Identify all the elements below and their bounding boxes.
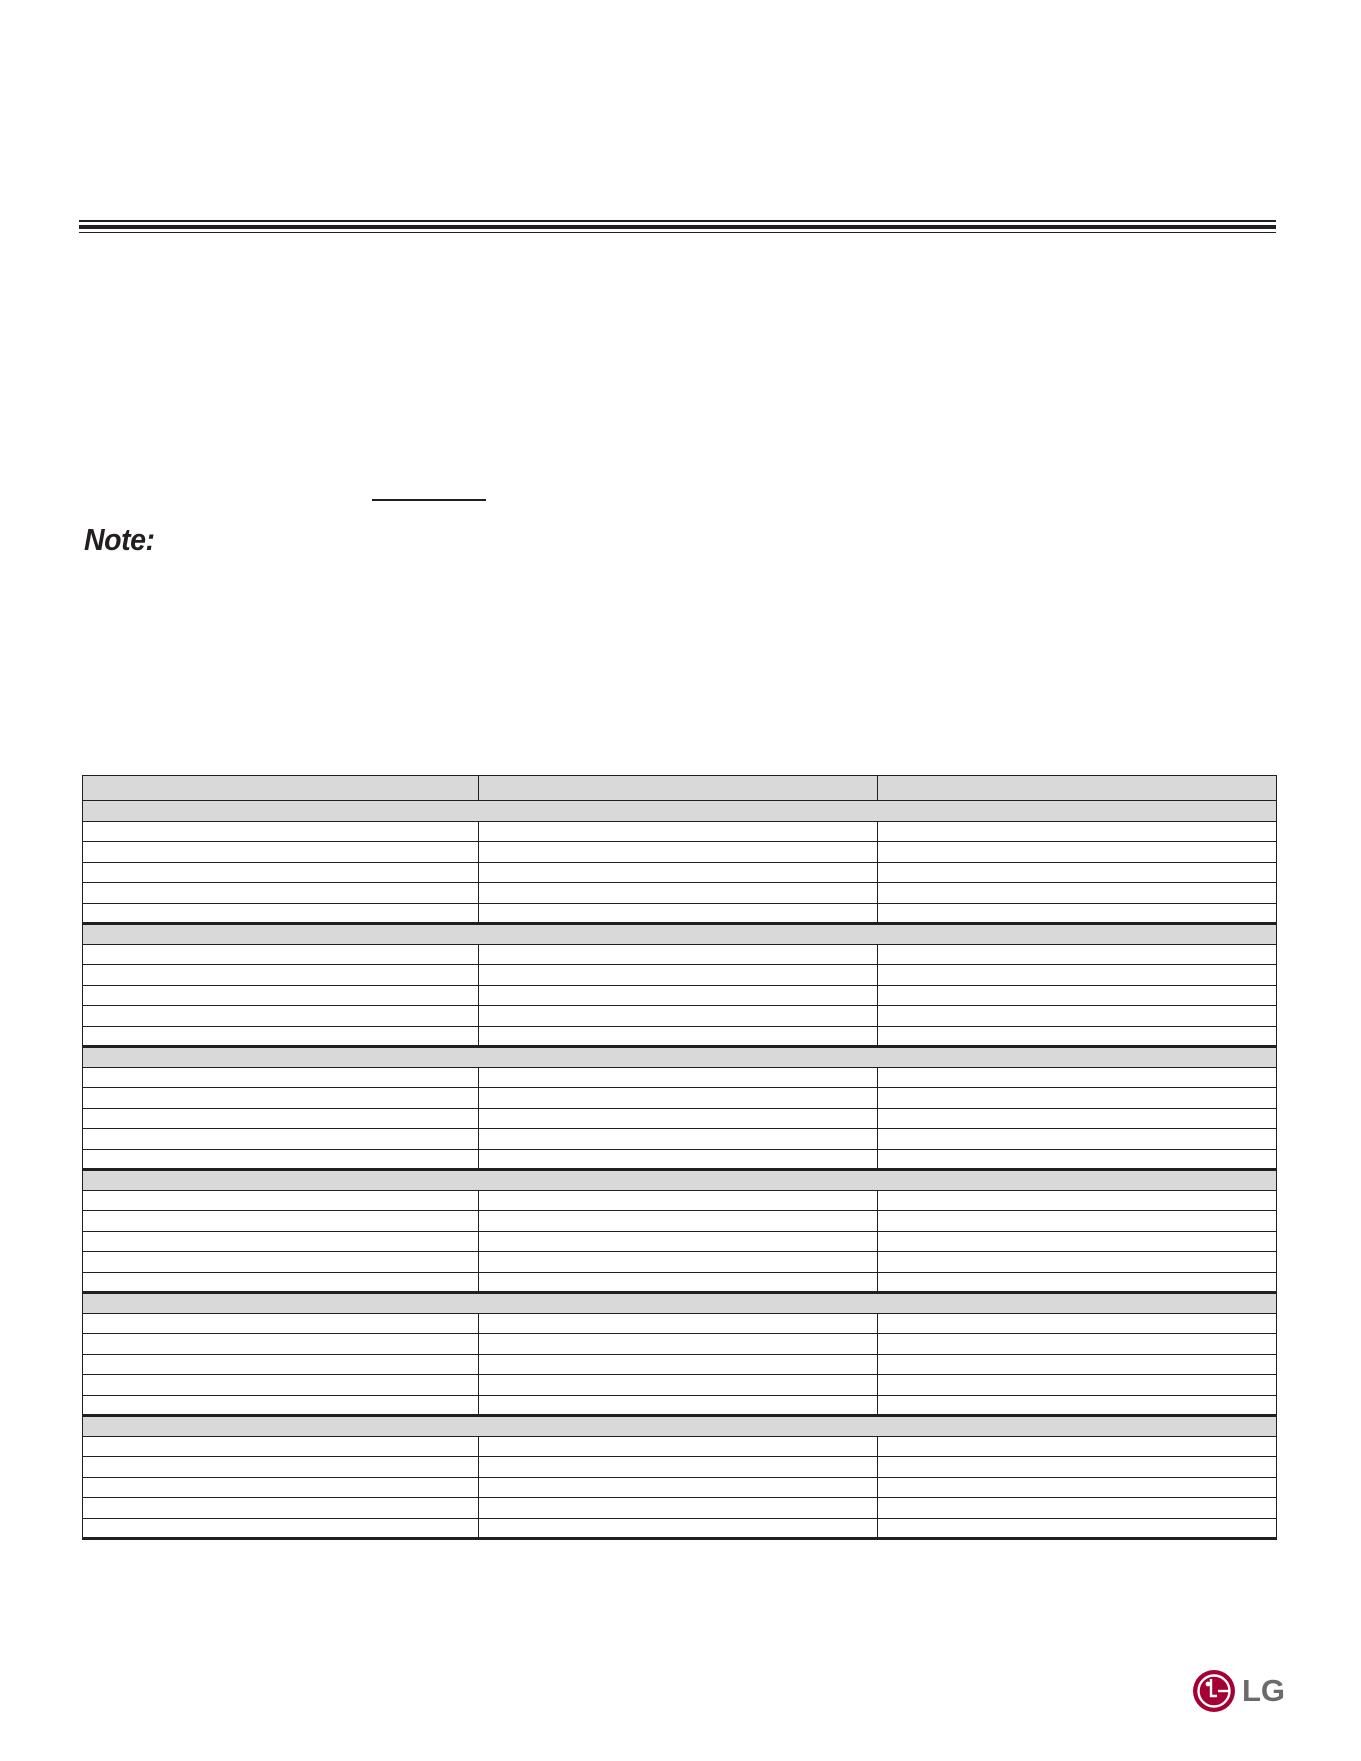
lg-logo — [1192, 1669, 1285, 1713]
table-cell — [878, 1436, 1277, 1457]
table-cell — [479, 1190, 878, 1211]
table-cell — [878, 1211, 1277, 1232]
table-cell — [878, 1006, 1277, 1027]
table-row — [83, 883, 1277, 904]
table-cell — [83, 1395, 479, 1416]
section-title — [83, 1170, 1277, 1191]
table-row — [83, 1006, 1277, 1027]
table-row — [83, 1190, 1277, 1211]
table-row — [83, 1518, 1277, 1539]
table-row — [83, 1088, 1277, 1109]
table-row — [83, 1395, 1277, 1416]
table-row — [83, 1457, 1277, 1478]
table-cell — [83, 1313, 479, 1334]
section-header-row — [83, 1047, 1277, 1068]
section-header-row — [83, 1293, 1277, 1314]
table-cell — [83, 1211, 479, 1232]
table-cell — [479, 842, 878, 863]
table-cell — [479, 1498, 878, 1519]
table-row — [83, 1026, 1277, 1047]
table-cell — [83, 1108, 479, 1129]
table-cell — [83, 1498, 479, 1519]
table-cell — [83, 1149, 479, 1170]
table-cell — [83, 1436, 479, 1457]
table-row — [83, 903, 1277, 924]
table-cell — [479, 1088, 878, 1109]
table-cell — [479, 1149, 878, 1170]
table-body — [83, 801, 1277, 1539]
table-row — [83, 821, 1277, 842]
table-row — [83, 842, 1277, 863]
table-cell — [479, 965, 878, 986]
table-cell — [878, 1088, 1277, 1109]
section-header-row — [83, 1416, 1277, 1437]
table-cell — [878, 1026, 1277, 1047]
table-cell — [83, 985, 479, 1006]
table-cell — [83, 1375, 479, 1396]
table-cell — [83, 1457, 479, 1478]
table-row — [83, 985, 1277, 1006]
table-row — [83, 1334, 1277, 1355]
table-cell — [83, 1088, 479, 1109]
table-row — [83, 944, 1277, 965]
table-cell — [878, 1518, 1277, 1539]
table-row — [83, 1252, 1277, 1273]
table-cell — [83, 1026, 479, 1047]
table-cell — [878, 1108, 1277, 1129]
section-title — [83, 1047, 1277, 1068]
table-cell — [878, 1477, 1277, 1498]
table-cell — [479, 903, 878, 924]
table-cell — [479, 821, 878, 842]
section-title — [83, 924, 1277, 945]
table-row — [83, 1272, 1277, 1293]
table-cell — [479, 862, 878, 883]
table-cell — [479, 1436, 878, 1457]
header-rule-bottom — [79, 232, 1276, 233]
table-cell — [878, 965, 1277, 986]
table-cell — [479, 1129, 878, 1150]
table-row — [83, 1108, 1277, 1129]
text-underline — [372, 499, 486, 501]
table-cell — [83, 1129, 479, 1150]
table-row — [83, 1231, 1277, 1252]
table-cell — [83, 1231, 479, 1252]
table-row — [83, 1313, 1277, 1334]
section-header-row — [83, 801, 1277, 822]
table-cell — [83, 1252, 479, 1273]
table-cell — [479, 1518, 878, 1539]
table-cell — [83, 1190, 479, 1211]
table-cell — [83, 1006, 479, 1027]
table-cell — [83, 862, 479, 883]
table-cell — [878, 1129, 1277, 1150]
brand-name: LG — [1242, 1673, 1286, 1708]
table-row — [83, 965, 1277, 986]
table-cell — [479, 1211, 878, 1232]
table-cell — [83, 1334, 479, 1355]
table-cell — [878, 1190, 1277, 1211]
table-cell — [878, 1334, 1277, 1355]
table-cell — [479, 1477, 878, 1498]
table-cell — [83, 1477, 479, 1498]
table-cell — [878, 862, 1277, 883]
table-cell — [83, 1272, 479, 1293]
table-cell — [479, 1231, 878, 1252]
table-cell — [878, 1395, 1277, 1416]
table-cell — [479, 1354, 878, 1375]
section-title — [83, 1293, 1277, 1314]
table-row — [83, 1477, 1277, 1498]
table-row — [83, 1149, 1277, 1170]
table-cell — [479, 1108, 878, 1129]
note-label: Note: — [84, 522, 155, 557]
table-cell — [878, 821, 1277, 842]
header-rule-thick — [79, 225, 1276, 229]
table-cell — [878, 883, 1277, 904]
table-cell — [878, 985, 1277, 1006]
section-header-row — [83, 924, 1277, 945]
table-row — [83, 1129, 1277, 1150]
table-cell — [878, 1252, 1277, 1273]
table-cell — [83, 842, 479, 863]
table-cell — [878, 944, 1277, 965]
table-cell — [479, 1006, 878, 1027]
table-row — [83, 1067, 1277, 1088]
table-cell — [878, 903, 1277, 924]
table-cell — [479, 883, 878, 904]
table-cell — [479, 1026, 878, 1047]
table-cell — [878, 842, 1277, 863]
column-header — [878, 776, 1277, 801]
table-cell — [83, 903, 479, 924]
table-cell — [479, 1375, 878, 1396]
section-header-row — [83, 1170, 1277, 1191]
table-row — [83, 1354, 1277, 1375]
table-header-row — [83, 776, 1277, 801]
table-cell — [479, 1252, 878, 1273]
table-cell — [878, 1067, 1277, 1088]
header-rule-top — [79, 220, 1276, 222]
table-cell — [479, 1334, 878, 1355]
table-cell — [83, 1067, 479, 1088]
column-header — [479, 776, 878, 801]
table-cell — [83, 965, 479, 986]
table-cell — [479, 944, 878, 965]
table-cell — [479, 1395, 878, 1416]
table-cell — [479, 1272, 878, 1293]
spec-table — [82, 775, 1277, 1540]
table-row — [83, 1436, 1277, 1457]
table-cell — [878, 1354, 1277, 1375]
table-row — [83, 1498, 1277, 1519]
table-cell — [83, 1518, 479, 1539]
table-cell — [878, 1498, 1277, 1519]
column-header — [83, 776, 479, 801]
table-cell — [83, 944, 479, 965]
table-cell — [878, 1149, 1277, 1170]
table-row — [83, 862, 1277, 883]
section-title — [83, 1416, 1277, 1437]
section-title — [83, 801, 1277, 822]
table-cell — [878, 1272, 1277, 1293]
table-row — [83, 1211, 1277, 1232]
table-cell — [479, 985, 878, 1006]
table-cell — [83, 1354, 479, 1375]
lg-face-icon — [1192, 1669, 1236, 1713]
table-cell — [83, 821, 479, 842]
table-cell — [878, 1375, 1277, 1396]
table-cell — [479, 1067, 878, 1088]
table-cell — [878, 1313, 1277, 1334]
table-cell — [878, 1231, 1277, 1252]
table-row — [83, 1375, 1277, 1396]
table-cell — [479, 1313, 878, 1334]
table-cell — [83, 883, 479, 904]
table-cell — [878, 1457, 1277, 1478]
table-cell — [479, 1457, 878, 1478]
